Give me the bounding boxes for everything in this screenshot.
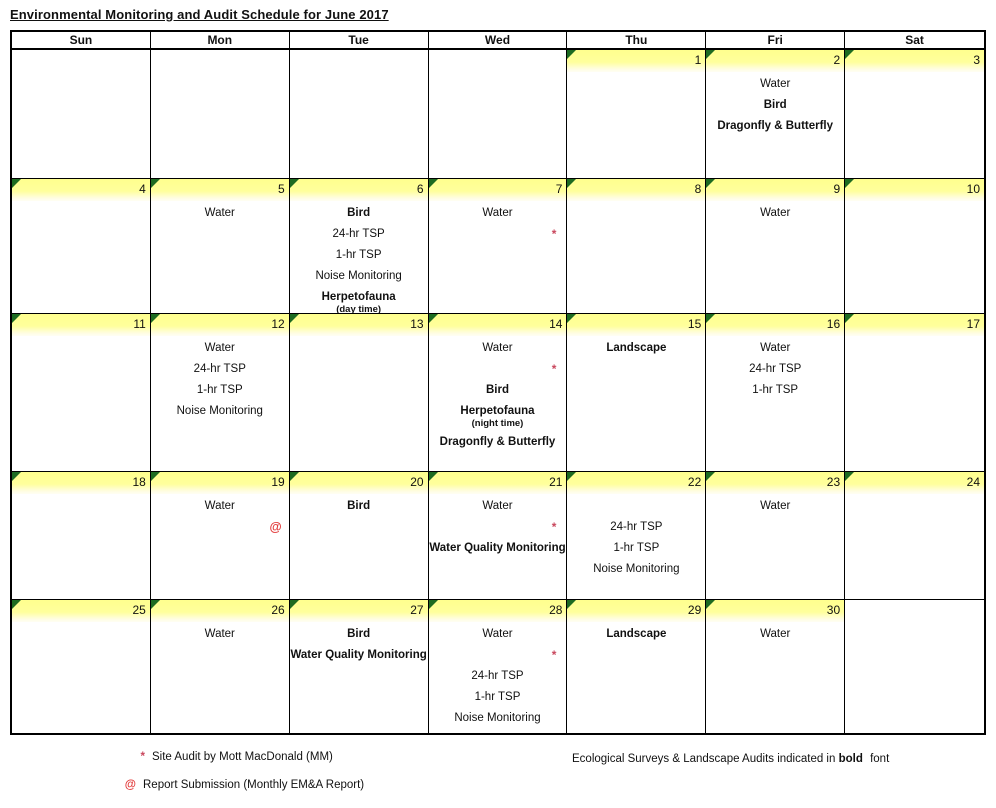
day-events [429,336,567,453]
date-bar [290,314,428,336]
corner-triangle-icon [290,314,299,323]
date-bar [567,472,705,494]
date-bar [429,314,567,336]
event-label: Water [482,342,513,354]
day-cell-23 [706,472,845,599]
date-bar [567,600,705,622]
day-events [429,622,567,729]
corner-triangle-icon [151,472,160,481]
date-bar [12,600,150,622]
day-cell-empty [151,50,290,178]
corner-triangle-icon [706,179,715,188]
event-label: Water [760,78,791,90]
calendar-weeks [12,50,984,733]
corner-triangle-icon [151,600,160,609]
day-cell-2 [706,50,845,178]
day-events [706,494,844,517]
day-events [151,494,289,538]
day-events [567,494,705,580]
weekday-header-tue: Tue [290,32,429,48]
date-number: 11 [133,317,146,331]
date-number: 29 [687,603,702,617]
date-bar [567,50,705,72]
legend-bold-note [572,753,889,765]
event-label [567,496,705,517]
day-events [12,50,150,52]
event-label: Water [204,342,235,354]
date-number: 13 [410,317,424,331]
event-label: Herpetofauna [321,291,396,303]
day-cell-22 [567,472,706,599]
date-number: 22 [687,475,702,489]
date-bar [12,314,150,336]
date-bar [567,179,705,201]
date-number: 27 [410,603,424,617]
event-label: Water [482,207,513,219]
date-number: 17 [966,317,980,331]
corner-triangle-icon [845,314,854,323]
day-cell-11 [12,314,151,471]
day-cell-5 [151,179,290,313]
event-label: Water [760,628,791,640]
date-number: 2 [833,53,841,67]
day-cell-27 [290,600,429,733]
week-row [12,600,984,733]
day-events [290,201,428,313]
day-events [845,600,984,602]
day-events [290,50,428,52]
site-audit-marker: * [551,362,557,376]
date-bar [12,179,150,201]
day-events [706,336,844,401]
day-events [706,201,844,224]
calendar-grid [10,30,986,735]
day-cell-16 [706,314,845,471]
corner-triangle-icon [845,50,854,59]
date-bar [151,179,289,201]
event-label: 1-hr TSP [613,542,660,554]
date-number: 28 [549,603,563,617]
event-label: Landscape [606,342,667,354]
date-bar [706,50,844,72]
event-label: 24-hr TSP [610,521,663,533]
day-events [151,50,289,52]
corner-triangle-icon [706,50,715,59]
day-events [290,622,428,666]
date-number: 23 [826,475,841,489]
event-label: Water [760,500,791,512]
corner-triangle-icon [845,179,854,188]
event-label: Water Quality Monitoring [290,649,427,661]
event-label: Dragonfly & Butterfly [439,436,556,448]
date-number: 21 [549,475,563,489]
event-label: 24-hr TSP [332,228,385,240]
date-bar [290,472,428,494]
event-label: Bird [763,99,787,111]
corner-triangle-icon [429,179,438,188]
event-label: Noise Monitoring [315,270,402,282]
date-number: 20 [410,475,424,489]
day-cell-25 [12,600,151,733]
corner-triangle-icon [290,472,299,481]
date-bar [706,600,844,622]
event-label: Noise Monitoring [454,712,541,724]
event-label: Bird [485,384,509,396]
day-events [12,336,150,338]
day-events [151,336,289,422]
event-label: 24-hr TSP [471,670,524,682]
corner-triangle-icon [845,472,854,481]
corner-triangle-icon [706,472,715,481]
date-bar [12,472,150,494]
date-number: 10 [966,182,980,196]
day-cell-9 [706,179,845,313]
date-bar [845,179,984,201]
event-label: Bird [347,207,371,219]
corner-triangle-icon [290,179,299,188]
day-events [151,622,289,645]
corner-triangle-icon [567,600,576,609]
date-number: 4 [139,182,146,196]
day-cell-3 [845,50,984,178]
event-label: Water [760,207,791,219]
day-events [567,201,705,203]
date-number: 26 [271,603,285,617]
date-number: 5 [278,182,285,196]
date-number: 24 [966,475,980,489]
date-number: 6 [416,182,424,196]
date-bar [845,50,984,72]
date-bar [706,314,844,336]
date-bar [151,472,289,494]
event-label: 1-hr TSP [335,249,382,261]
day-cell-21 [429,472,568,599]
day-cell-30 [706,600,845,733]
event-label: Herpetofauna [460,405,535,417]
day-cell-15 [567,314,706,471]
event-label: Water Quality Monitoring [429,542,566,554]
day-events [567,622,705,645]
date-bar [151,600,289,622]
weekday-header-sat: Sat [905,33,924,47]
day-events [12,622,150,624]
event-label: Bird [347,500,371,512]
day-cell-17 [845,314,984,471]
event-label: Water [204,207,235,219]
date-number: 18 [132,475,146,489]
date-bar [151,314,289,336]
event-label: Water [482,500,513,512]
corner-triangle-icon [567,179,576,188]
week-row [12,50,984,179]
week-row [12,179,984,314]
event-label: 1-hr TSP [196,384,243,396]
corner-triangle-icon [429,600,438,609]
day-cell-4 [12,179,151,313]
corner-triangle-icon [151,314,160,323]
date-bar [706,472,844,494]
day-cell-1 [567,50,706,178]
corner-triangle-icon [567,50,576,59]
legend-report-submission [122,779,364,791]
day-cell-28 [429,600,568,733]
day-cell-empty [845,600,984,733]
day-cell-12 [151,314,290,471]
legend-report-submission-text: Report Submission (Monthly EM&A Report) [143,779,365,791]
event-label: 1-hr TSP [474,691,521,703]
day-cell-6 [290,179,429,313]
day-cell-7 [429,179,568,313]
date-number: 16 [826,317,841,331]
date-number: 1 [694,53,702,67]
day-events [429,50,567,52]
site-audit-marker: * [551,648,557,662]
day-events [429,201,567,245]
date-bar [290,179,428,201]
corner-triangle-icon [706,600,715,609]
date-bar [845,314,984,336]
event-label: Bird [347,628,371,640]
corner-triangle-icon [567,472,576,481]
date-bar [845,472,984,494]
day-events [845,494,984,496]
page-title: Environmental Monitoring and Audit Schedule for June 2017 [10,7,389,22]
day-events [151,201,289,224]
day-events [845,336,984,338]
event-label: 24-hr TSP [749,363,802,375]
day-cell-10 [845,179,984,313]
corner-triangle-icon [567,314,576,323]
event-label: Noise Monitoring [176,405,263,417]
event-label: Water [204,628,235,640]
day-cell-13 [290,314,429,471]
day-cell-empty [12,50,151,178]
day-cell-26 [151,600,290,733]
event-label: Water [760,342,791,354]
corner-triangle-icon [12,314,21,323]
corner-triangle-icon [290,600,299,609]
legend-bold-note-prefix: Ecological Surveys & Landscape Audits indicated in [572,753,836,765]
event-label: 24-hr TSP [193,363,246,375]
day-events [290,494,428,517]
event-label: Dragonfly & Butterfly [717,120,834,132]
day-cell-19 [151,472,290,599]
day-cell-18 [12,472,151,599]
corner-triangle-icon [12,600,21,609]
day-events [12,494,150,496]
day-events [567,72,705,74]
date-bar [567,314,705,336]
date-bar [429,472,567,494]
day-events [429,494,567,559]
event-label: Landscape [606,628,667,640]
date-number: 15 [687,317,702,331]
day-cell-14 [429,314,568,471]
date-bar [290,600,428,622]
event-label: Noise Monitoring [593,563,680,575]
corner-triangle-icon [151,179,160,188]
site-audit-marker: * [551,520,557,534]
day-cell-empty [429,50,568,178]
corner-triangle-icon [12,472,21,481]
report-submission-at-icon: @ [124,779,136,791]
event-label: (day time) [336,304,382,313]
corner-triangle-icon [12,179,21,188]
day-events [706,72,844,137]
date-number: 7 [555,182,563,196]
site-audit-asterisk-icon: * [140,751,145,763]
day-events [567,336,705,359]
corner-triangle-icon [429,472,438,481]
day-cell-empty [290,50,429,178]
day-events [845,72,984,74]
date-bar [706,179,844,201]
legend-bold-note-bold-word: bold [838,753,863,765]
legend-site-audit [131,751,333,763]
legend-site-audit-text: Site Audit by Mott MacDonald (MM) [152,751,333,763]
day-cell-24 [845,472,984,599]
weekday-header-thu: Thu [567,32,706,48]
date-number: 25 [132,603,146,617]
date-number: 3 [973,53,980,67]
event-label: 1-hr TSP [752,384,799,396]
date-number: 30 [826,603,841,617]
date-number: 19 [271,475,285,489]
day-cell-20 [290,472,429,599]
day-events [845,201,984,203]
event-label: (night time) [471,418,524,429]
date-number: 12 [271,317,285,331]
site-audit-marker: * [551,227,557,241]
corner-triangle-icon [706,314,715,323]
weekday-header-row [12,32,984,50]
day-events [706,622,844,645]
date-bar [429,179,567,201]
report-submission-marker: @ [269,520,282,534]
day-events [290,336,428,338]
date-number: 9 [833,182,841,196]
week-row [12,472,984,600]
date-number: 14 [549,317,563,331]
weekday-header-mon: Mon [151,32,290,48]
corner-triangle-icon [429,314,438,323]
weekday-header-sun: Sun [12,32,151,48]
week-row [12,314,984,472]
day-cell-29 [567,600,706,733]
date-number: 8 [694,182,702,196]
weekday-header-wed: Wed [429,32,568,48]
event-label: Water [482,628,513,640]
event-label: Water [204,500,235,512]
legend-bold-note-suffix: font [870,753,890,765]
weekday-header-fri: Fri [706,32,845,48]
day-events [12,201,150,203]
day-cell-8 [567,179,706,313]
date-bar [429,600,567,622]
